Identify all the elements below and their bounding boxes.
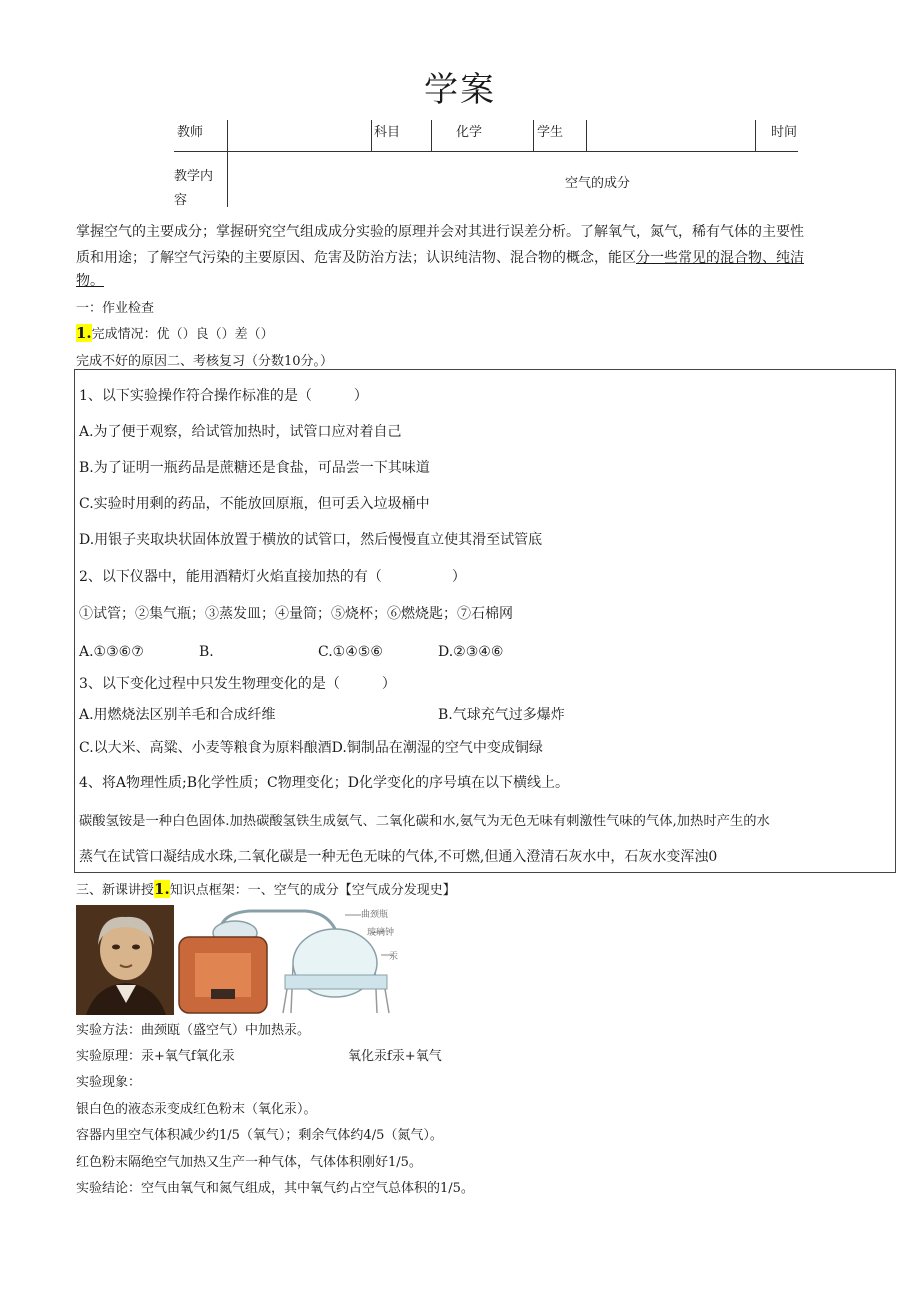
homework-reason: 完成不好的原因二、考核复习（分数10分。） (76, 354, 334, 369)
content-label-cont: 容 (174, 193, 188, 208)
content-label: 教学内 (174, 169, 214, 184)
question-3: 3、以下变化过程中只发生物理变化的是（ ） (79, 676, 396, 692)
header-vline (586, 120, 587, 151)
question-4-text: 碳酸氢铵是一种白色固体.加热碳酸氢铁生成氨气、二氧化碳和水,氨气为无色无味有刺激性气味的气体,加热时产生的水 (79, 814, 770, 829)
experiment-principle: 实验原理：汞+氧气f氧化汞 (76, 1049, 235, 1064)
objectives-line: 物。 (76, 273, 104, 289)
header-vline (227, 120, 228, 207)
label-retort: 曲颈瓶 (361, 910, 389, 920)
experiment-phenomenon: 实验现象： (76, 1075, 142, 1090)
question-4-text: 蒸气在试管口凝结成水珠,二氧化碳是一种无色无味的气体,不可燃,但通入澄清石灰水中，石灰水变浑浊0 (79, 849, 718, 865)
homework-heading: 一：作业检查 (76, 301, 155, 316)
question-2: 2、以下仪器中，能用酒精灯火焰直接加热的有（ ） (79, 569, 466, 585)
item-number: 1. (76, 324, 92, 342)
option-1b: B.为了证明一瓶药品是蔗糖还是食盐，可品尝一下其味道 (79, 460, 430, 476)
teacher-label: 教师 (177, 125, 204, 140)
experiment-method: 实验方法：曲颈瓯（盛空气）中加热汞。 (76, 1023, 311, 1038)
new-lesson-prefix: 三、新课讲授 (76, 883, 155, 898)
option-3a: A.用燃烧法区别羊毛和合成纤维 (79, 707, 276, 723)
new-lesson-rest: 知识点框架：一、空气的成分【空气成分发现史】 (169, 883, 456, 898)
content-value: 空气的成分 (565, 176, 631, 191)
objectives-line (76, 245, 804, 271)
option-3b: B.气球充气过多爆炸 (438, 707, 565, 723)
option-1d: D.用银子夹取块状固体放置于横放的试管口，然后慢慢直立使其滑至试管底 (79, 532, 543, 548)
question-4: 4、将A物理性质;B化学性质；C物理变化；D化学变化的序号填在以下横线上。 (79, 775, 569, 791)
mercury-experiment-diagram (175, 905, 400, 1015)
question-1: 1、以下实验操作符合操作标准的是（ ） (79, 388, 368, 404)
objectives-underlined: 分一些常见的混合物、纯洁 (636, 250, 804, 266)
option-2b: B. (199, 644, 214, 660)
time-label: 时间 (771, 125, 798, 140)
header-row-divider (174, 151, 798, 152)
subject-label: 科目 (374, 125, 401, 140)
header-vline (371, 120, 372, 151)
observation: 容器内里空气体积减少约1/5（氧气）；剩余气体约4/5（氮气）。 (76, 1128, 443, 1143)
option-1a: A.为了便于观察，给试管加热时，试管口应对着自己 (79, 424, 402, 440)
option-1c: C.实验时用剩的药品，不能放回原瓶，但可丢入垃圾桶中 (79, 496, 430, 512)
option-3cd: C.以大米、高粱、小麦等粮食为原料酿酒D.铜制品在潮湿的空气中变成铜绿 (79, 740, 543, 756)
option-2a: A.①③⑥⑦ (79, 644, 144, 660)
observation: 红色粉末隔绝空气加热又生产一种气体，气体体积刚好1/5。 (76, 1155, 422, 1170)
header-vline (533, 120, 534, 151)
page-title: 学案 (424, 70, 496, 110)
observation: 银白色的液态汞变成红色粉末（氧化汞）。 (76, 1102, 317, 1117)
new-lesson-heading (76, 879, 456, 898)
header-vline (431, 120, 432, 151)
homework-item (76, 323, 274, 342)
objectives-text: 质和用途；了解空气污染的主要原因、危害及防治方法；认识纯洁物、混合物的概念，能区 (76, 250, 636, 266)
objectives-line: 掌握空气的主要成分；掌握研究空气组成成分实验的原理并会对其进行误差分析。了解氧气，氮气，稀有气体的主要性 (76, 224, 804, 240)
homework-item-text: 完成情况：优（）良（）差（） (91, 327, 274, 342)
question-2-items: ①试管；②集气瓶；③蒸发皿；④量筒；⑤烧杯；⑥燃烧匙；⑦石棉网 (79, 606, 513, 622)
option-2d: D.②③④⑥ (438, 644, 504, 660)
experiment-principle-reverse: 氧化汞f汞+氧气 (348, 1049, 442, 1064)
student-label: 学生 (537, 125, 564, 140)
label-bell-jar: 玻璃钟 (367, 928, 395, 938)
header-vline (755, 120, 756, 151)
option-2c: C.①④⑤⑥ (318, 644, 383, 660)
experiment-conclusion: 实验结论：空气由氧气和氮气组成，其中氧气约占空气总体积的1/5。 (76, 1181, 474, 1196)
lavoisier-portrait (76, 905, 174, 1015)
item-number: 1. (154, 880, 170, 898)
label-mercury: 汞 (389, 952, 399, 962)
subject-value: 化学 (456, 125, 483, 140)
